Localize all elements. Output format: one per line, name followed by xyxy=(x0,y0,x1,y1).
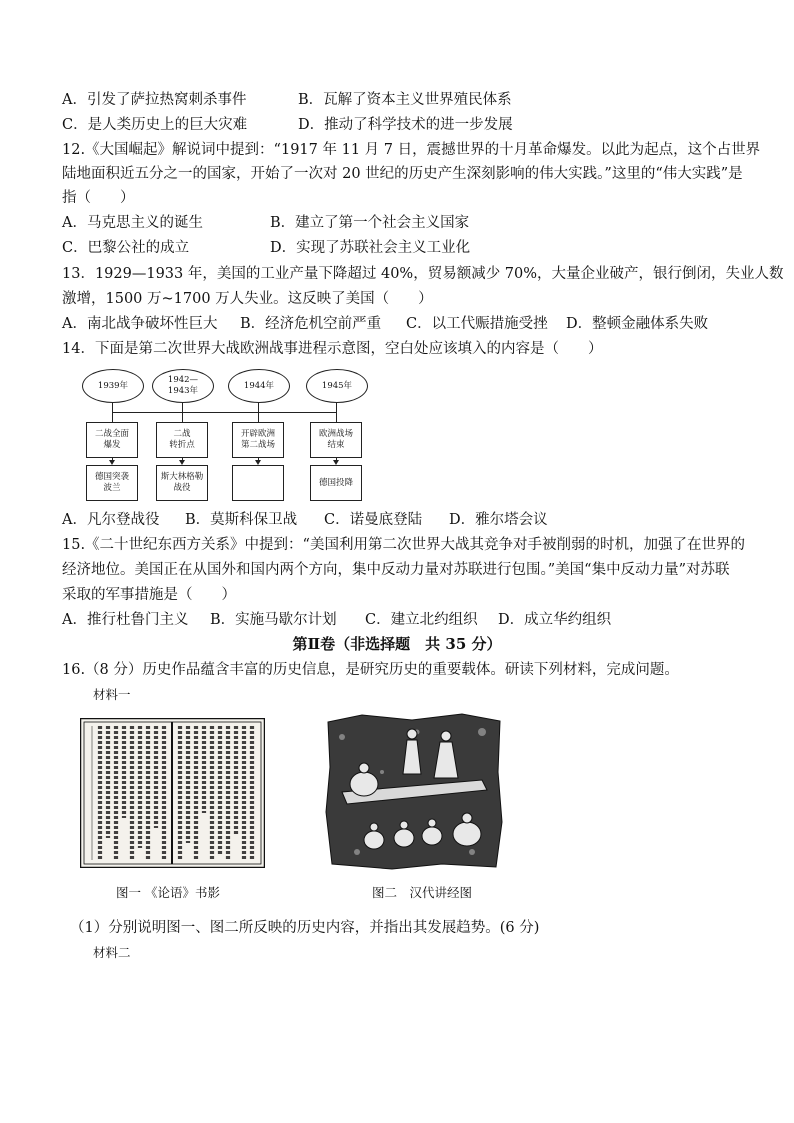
q11-option-b: B．瓦解了资本主义世界殖民体系 xyxy=(298,92,512,108)
diagram-year-3 xyxy=(228,369,290,403)
q16-subquestion-1: （1）分别说明图一、图二所反映的历史内容，并指出其发展趋势。(6 分) xyxy=(70,920,540,936)
q15-stem-line1: 15.《二十世纪东西方关系》中提到：“美国利用第二次世界大战其竞争对手被削弱的时机，加强了在世界的 xyxy=(62,537,745,553)
diagram-stage-4 xyxy=(310,422,362,458)
diagram-year-1 xyxy=(82,369,144,403)
diagram-event-4 xyxy=(310,465,362,501)
q11-option-a: A．引发了萨拉热窝刺杀事件 xyxy=(62,92,247,108)
diagram-event-blank xyxy=(232,465,284,501)
material-2-label: 材料二 xyxy=(93,945,131,960)
diagram-connector xyxy=(182,412,183,422)
diagram-year-3-text: 1944年 xyxy=(243,380,275,391)
q11-option-c: C．是人类历史上的巨大灾难 xyxy=(62,117,248,133)
q12-stem-line2: 陆地面积近五分之一的国家，开始了一次对 20 世纪的历史产生深刻影响的伟大实践。”这里的“伟大实践”是 xyxy=(62,166,743,182)
q12-option-a: A．马克思主义的诞生 xyxy=(62,215,203,231)
q15-stem-line2: 经济地位。美国正在从国外和国内两个方向，集中反动力量对苏联进行包围。”美国“集中反动力量”对苏联 xyxy=(62,562,730,578)
diagram-connector xyxy=(258,403,259,412)
q12-stem-line1: 12.《大国崛起》解说词中提到：“1917 年 11 月 7 日，震撼世界的十月革命爆发。以此为起点，这个占世界 xyxy=(62,142,761,158)
diagram-event-2 xyxy=(156,465,208,501)
diagram-year-2 xyxy=(152,369,214,403)
q13-stem-line1: 13．1929—1933 年，美国的工业产量下降超过 40%，贸易额减少 70%，大量企业破产，银行倒闭，失业人数 xyxy=(62,266,784,282)
q14-option-a: A．凡尔登战役 xyxy=(62,512,160,528)
diagram-event-4-text: 德国投降 xyxy=(318,477,353,488)
q14-option-b: B．莫斯科保卫战 xyxy=(185,512,298,528)
diagram-connector xyxy=(112,403,113,412)
q12-option-d: D．实现了苏联社会主义工业化 xyxy=(270,240,471,256)
diagram-stage-1 xyxy=(86,422,138,458)
q15-option-c: C．建立北约组织 xyxy=(365,612,478,628)
diagram-year-2-text: 1942— 1943年 xyxy=(167,375,199,396)
diagram-event-2-text: 斯大林格勒 战役 xyxy=(160,472,204,493)
diagram-stage-2-text: 二战 转折点 xyxy=(169,429,195,450)
q12-option-c: C．巴黎公社的成立 xyxy=(62,240,190,256)
diagram-stage-2 xyxy=(156,422,208,458)
q14-option-c: C．诺曼底登陆 xyxy=(324,512,423,528)
diagram-event-1-text: 德国突袭 波兰 xyxy=(94,472,129,493)
q15-option-b: B．实施马歇尔计划 xyxy=(210,612,337,628)
figure-1-caption: 图一 《论语》书影 xyxy=(116,885,220,900)
q12-option-b: B．建立了第一个社会主义国家 xyxy=(270,215,470,231)
diagram-connector xyxy=(336,403,337,412)
diagram-timeline xyxy=(112,412,337,413)
q13-stem-line2: 激增，1500 万~1700 万人失业。这反映了美国（ ） xyxy=(62,291,433,307)
q15-option-d: D．成立华约组织 xyxy=(498,612,612,628)
q14-option-d: D．雅尔塔会议 xyxy=(449,512,548,528)
material-1-label: 材料一 xyxy=(93,687,131,702)
diagram-connector xyxy=(182,403,183,412)
q12-stem-line3: 指（ ） xyxy=(62,190,135,206)
q16-stem-line1: 16.（8 分）历史作品蕴含丰富的历史信息，是研究历史的重要载体。研读下列材料，完成问题。 xyxy=(62,662,679,678)
diagram-stage-4-text: 欧洲战场 结束 xyxy=(318,429,353,450)
ww2-europe-diagram xyxy=(70,365,390,500)
figure-2-caption: 图二 汉代讲经图 xyxy=(372,885,473,900)
q13-option-b: B．经济危机空前严重 xyxy=(240,316,382,332)
q15-stem-line3: 采取的军事措施是（ ） xyxy=(62,587,236,603)
analects-book-image xyxy=(80,718,265,868)
han-relief-svg xyxy=(322,712,504,872)
diagram-stage-3 xyxy=(232,422,284,458)
section-2-title: 第Ⅱ卷（非选择题 共 35 分） xyxy=(292,635,502,653)
q15-option-a: A．推行杜鲁门主义 xyxy=(62,612,189,628)
diagram-connector xyxy=(336,412,337,422)
q14-stem-line1: 14．下面是第二次世界大战欧洲战事进程示意图，空白处应该填入的内容是（ ） xyxy=(62,341,603,357)
diagram-year-4-text: 1945年 xyxy=(321,380,353,391)
diagram-year-1-text: 1939年 xyxy=(97,380,129,391)
diagram-event-1 xyxy=(86,465,138,501)
analects-book-svg xyxy=(80,718,265,868)
diagram-stage-3-text: 开辟欧洲 第二战场 xyxy=(240,429,275,450)
han-lecture-relief-image xyxy=(322,712,504,872)
q11-option-d: D．推动了科学技术的进一步发展 xyxy=(298,117,513,133)
diagram-connector xyxy=(112,412,113,422)
diagram-connector xyxy=(258,412,259,422)
diagram-stage-1-text: 二战全面 爆发 xyxy=(94,429,129,450)
q13-option-c: C．以工代赈措施受挫 xyxy=(406,316,548,332)
diagram-year-4 xyxy=(306,369,368,403)
q13-option-a: A．南北战争破坏性巨大 xyxy=(62,316,218,332)
q13-option-d: D．整顿金融体系失败 xyxy=(566,316,709,332)
